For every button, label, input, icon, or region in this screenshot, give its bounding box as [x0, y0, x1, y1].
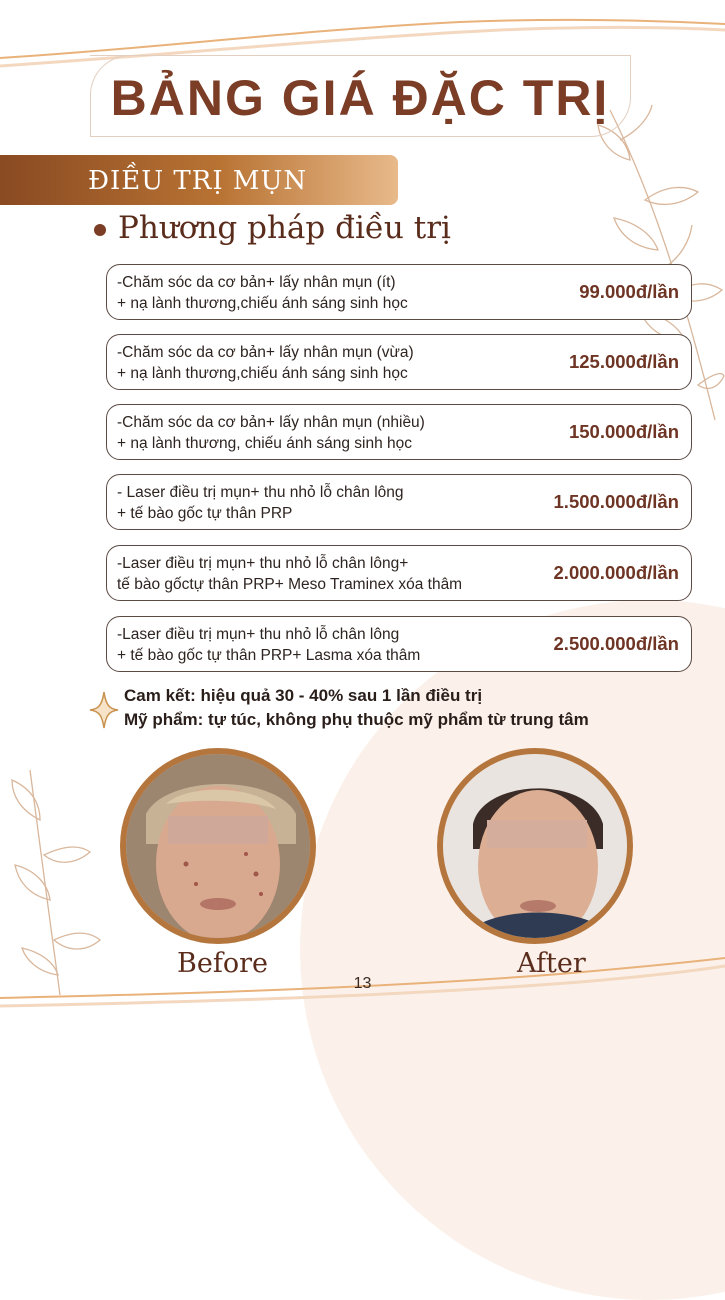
price-row-3	[106, 404, 692, 460]
price-row-1	[106, 264, 692, 320]
sparkle-icon	[88, 690, 120, 730]
face-illustration	[126, 754, 310, 938]
before-label: Before	[177, 948, 268, 979]
price-row-description	[117, 272, 537, 314]
before-photo	[120, 748, 316, 944]
treatment-method-heading: Phương pháp điều trị	[118, 210, 451, 246]
price-row-description	[117, 624, 537, 666]
price-row-description	[117, 342, 537, 384]
description-line: + tế bào gốc tự thân PRP+ Lasma xóa thâm	[117, 647, 421, 664]
price-row-4	[106, 474, 692, 530]
page-number: 13	[353, 975, 372, 992]
description-line: -Laser điều trị mụn+ thu nhỏ lỗ chân lông+	[117, 555, 409, 572]
description-line: - Laser điều trị mụn+ thu nhỏ lỗ chân lông	[117, 484, 404, 501]
description-line: -Chăm sóc da cơ bản+ lấy nhân mụn (ít)	[117, 274, 396, 291]
price-value: 125.000đ/lần	[568, 351, 679, 372]
section-title: ĐIỀU TRỊ MỤN	[88, 166, 308, 196]
description-line: -Laser điều trị mụn+ thu nhỏ lỗ chân lông	[117, 626, 400, 643]
description-line: -Chăm sóc da cơ bản+ lấy nhân mụn (nhiều)	[117, 414, 425, 431]
price-value: 1.500.000đ/lần	[553, 491, 679, 512]
price-value: 99.000đ/lần	[579, 281, 679, 302]
cosmetics-note: Mỹ phẩm: tự túc, không phụ thuộc mỹ phẩm từ trung tâm	[124, 710, 589, 729]
price-value: 150.000đ/lần	[568, 421, 679, 442]
price-row-description	[117, 482, 537, 524]
description-line: + nạ lành thương,chiếu ánh sáng sinh học	[117, 295, 408, 312]
price-row-2	[106, 334, 692, 390]
leaf-branch-decoration-left	[0, 760, 110, 1000]
price-row-5	[106, 545, 692, 601]
description-line: tế bào gốctự thân PRP+ Meso Traminex xóa thâm	[117, 576, 463, 593]
bullet-dot	[94, 224, 106, 236]
price-row-6	[106, 616, 692, 672]
price-value: 2.000.000đ/lần	[553, 562, 679, 583]
description-line: + nạ lành thương, chiếu ánh sáng sinh học	[117, 435, 413, 452]
description-line: -Chăm sóc da cơ bản+ lấy nhân mụn (vừa)	[117, 344, 414, 361]
page-title: BẢNG GIÁ ĐẶC TRỊ	[110, 70, 610, 126]
after-label: After	[517, 948, 586, 979]
description-line: + tế bào gốc tự thân PRP	[117, 505, 293, 522]
face-illustration	[443, 754, 627, 938]
price-row-description	[117, 412, 537, 454]
price-row-description	[117, 553, 537, 595]
price-value: 2.500.000đ/lần	[553, 633, 679, 654]
commitment-note: Cam kết: hiệu quả 30 - 40% sau 1 lần điều trị	[124, 686, 483, 705]
after-photo	[437, 748, 633, 944]
description-line: + nạ lành thương,chiếu ánh sáng sinh học	[117, 365, 408, 382]
